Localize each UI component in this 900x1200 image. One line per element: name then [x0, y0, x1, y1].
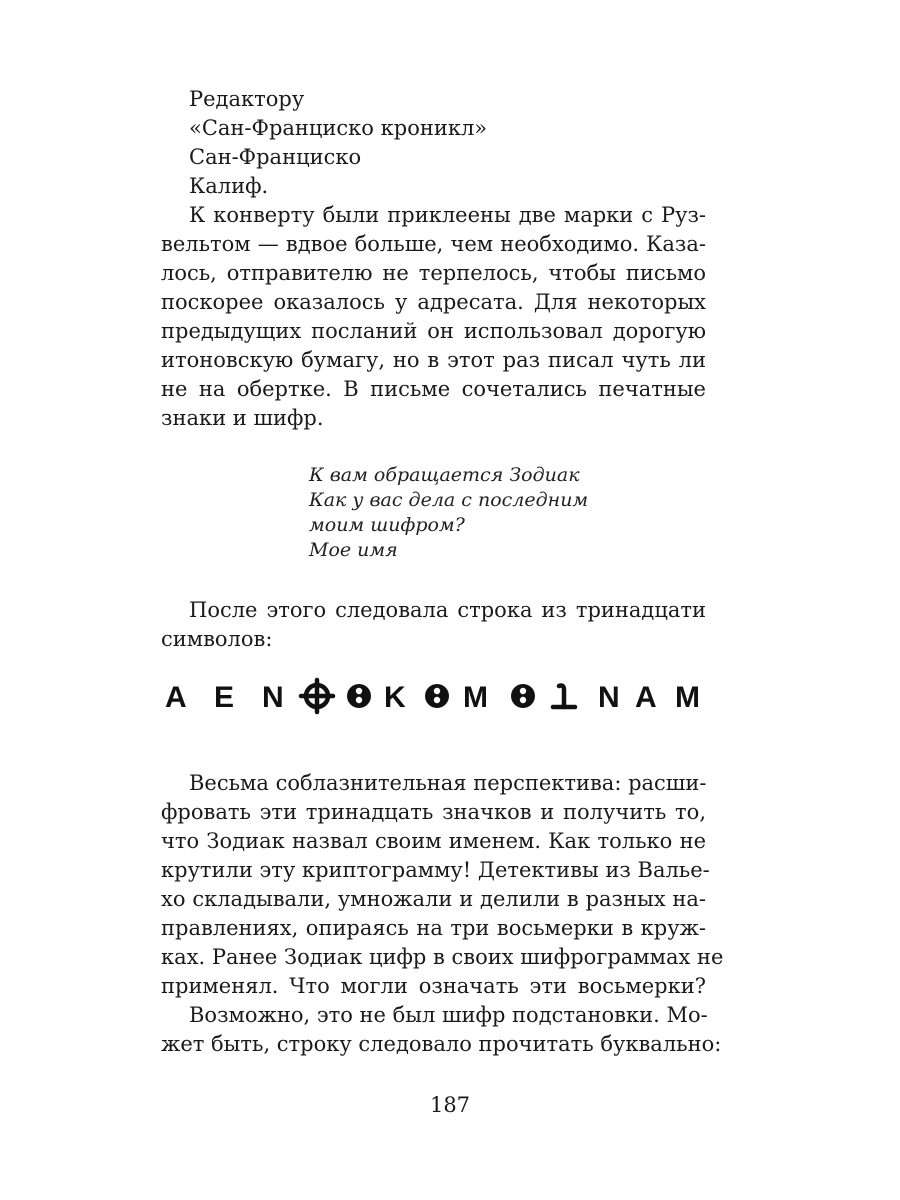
cipher-letter: N — [598, 681, 620, 714]
text-line: Весьма соблазнительная перспектива: расши- — [189, 771, 707, 795]
address-line: Сан-Франциско — [189, 145, 362, 169]
text-line: крутили эту криптограмму! Детективы из Валье- — [161, 858, 710, 882]
cipher-letter: A — [165, 681, 187, 714]
address-line: «Сан-Франциско кроникл» — [189, 116, 488, 140]
text-line: предыдущих посланий он использовал дорогую — [161, 319, 706, 343]
cipher-letter: N — [262, 681, 284, 714]
text-line: лось, отправителю не терпелось, чтобы письмо — [161, 261, 706, 285]
text-line: хо складывали, умножали и делили в разных на- — [161, 887, 706, 911]
text-line: применял. Что могли означать эти восьмерки? — [161, 974, 706, 998]
text-line: поскорее оказалось у адресата. Для некоторых — [161, 290, 706, 314]
figure-eight-circle-icon — [425, 684, 449, 708]
letter-line: Как у вас дела с последним — [309, 489, 589, 511]
text-line: К конверту были приклеены две марки с Руз- — [189, 203, 706, 227]
crossed-circle-icon — [301, 680, 333, 712]
zodiac-cipher — [165, 676, 710, 716]
figure-eight-circle-icon — [347, 684, 371, 708]
text-line: После этого следовала строка из тринадцати — [189, 598, 706, 622]
text-line: жет быть, строку следовало прочитать буквально: — [161, 1032, 722, 1056]
text-line: символов: — [161, 627, 273, 651]
figure-eight-circle-icon — [511, 684, 535, 708]
page-number: 187 — [429, 1093, 471, 1117]
text-line: что Зодиак назвал своим именем. Как только не — [161, 829, 706, 853]
address-line: Калиф. — [189, 174, 269, 198]
text-line: правлениях, опираясь на три восьмерки в круж- — [161, 916, 706, 940]
cipher-letter: K — [384, 681, 406, 714]
text-line: вельтом — вдвое больше, чем необходимо. Каза- — [161, 232, 706, 256]
text-line: фровать эти тринадцать значков и получить то, — [161, 800, 706, 824]
letter-line: Мое имя — [309, 539, 398, 561]
cipher-letter: M — [675, 681, 700, 714]
cipher-letter: A — [635, 681, 657, 714]
inverted-t-icon — [553, 686, 575, 708]
cipher-letter: M — [463, 681, 488, 714]
text-line: ках. Ранее Зодиак цифр в своих шифрограммах не — [161, 945, 724, 969]
text-line: итоновскую бумагу, но в этот раз писал чуть ли — [161, 348, 706, 372]
text-line: не на обертке. В письме сочетались печатные — [161, 377, 706, 401]
cipher-letter: E — [214, 681, 235, 714]
address-line: Редактору — [189, 87, 305, 111]
letter-line: К вам обращается Зодиак — [309, 464, 580, 486]
text-line: знаки и шифр. — [161, 406, 324, 430]
text-line: Возможно, это не был шифр подстановки. Мо- — [189, 1003, 708, 1027]
letter-line: моим шифром? — [309, 514, 465, 536]
